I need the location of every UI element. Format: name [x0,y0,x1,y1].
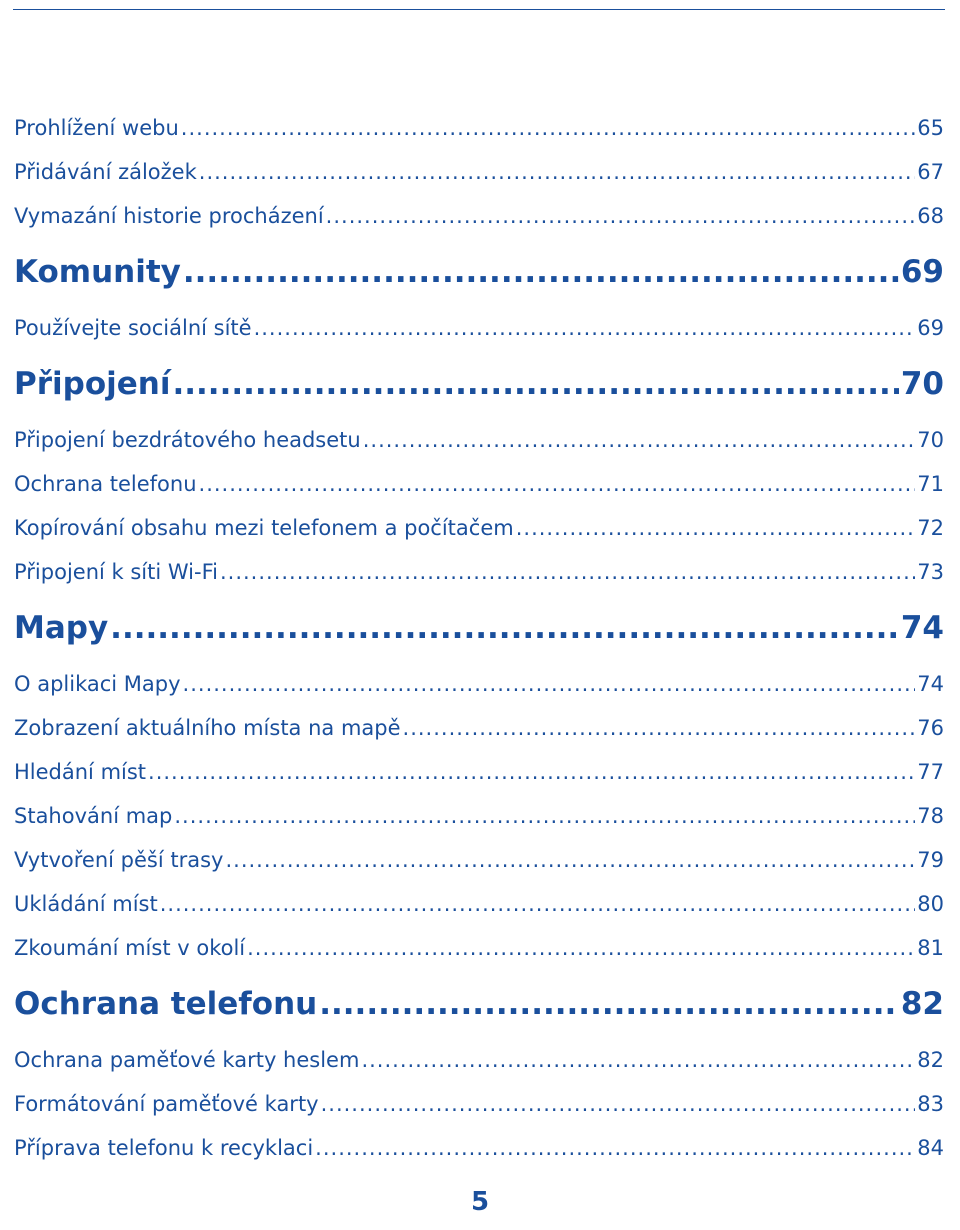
dot-leader [315,1126,915,1170]
toc-entry[interactable] [14,706,944,750]
toc-entry-page: 82 [917,1048,944,1072]
toc-entry[interactable] [14,106,944,150]
dot-leader [516,506,916,550]
toc-chapter-title: Připojení [14,366,171,402]
toc-chapter-title: Mapy [14,610,109,646]
toc-entry-title: Zkoumání míst v okolí [14,936,246,960]
top-divider [13,9,945,10]
toc-entry-page: 77 [917,760,944,784]
toc-entry[interactable] [14,882,944,926]
toc-entry-title: Kopírování obsahu mezi telefonem a počítačem [14,516,514,540]
toc-chapter-page: 74 [900,610,944,646]
dot-leader [321,1082,916,1126]
dot-leader [174,794,915,838]
toc-entry-title: Zobrazení aktuálního místa na mapě [14,716,401,740]
toc-entry-page: 78 [917,804,944,828]
toc-entry-title: Přidávání záložek [14,160,197,184]
toc-entry-page: 74 [917,672,944,696]
toc-entry-title: Stahování map [14,804,173,828]
dot-leader [183,238,899,306]
toc-entry[interactable] [14,150,944,194]
dot-leader [199,462,916,506]
table-of-contents [14,106,944,1170]
toc-entry-page: 72 [917,516,944,540]
toc-entry[interactable] [14,926,944,970]
toc-entry[interactable] [14,306,944,350]
dot-leader [403,706,916,750]
toc-entry[interactable] [14,1082,944,1126]
toc-chapter-page: 82 [900,986,944,1022]
toc-entry-title: Hledání míst [14,760,147,784]
toc-entry-title: Ukládání míst [14,892,158,916]
toc-entry-page: 83 [917,1092,944,1116]
dot-leader [254,306,916,350]
page-number: 5 [470,1187,490,1217]
toc-entry-title: Ochrana telefonu [14,472,197,496]
toc-entry-title: Používejte sociální sítě [14,316,252,340]
toc-entry[interactable] [14,662,944,706]
dot-leader [361,1038,915,1082]
toc-entry[interactable] [14,194,944,238]
toc-entry-title: Připojení bezdrátového headsetu [14,428,361,452]
toc-entry[interactable] [14,794,944,838]
dot-leader [225,838,915,882]
toc-entry[interactable] [14,838,944,882]
toc-entry-title: Připojení k síti Wi-Fi [14,560,218,584]
toc-entry-title: Prohlížení webu [14,116,179,140]
dot-leader [363,418,916,462]
toc-chapter[interactable] [14,970,944,1038]
dot-leader [220,550,915,594]
toc-entry-page: 71 [917,472,944,496]
dot-leader [110,594,899,662]
dot-leader [160,882,916,926]
toc-entry-page: 65 [917,116,944,140]
toc-entry[interactable] [14,1126,944,1170]
toc-entry[interactable] [14,506,944,550]
dot-leader [181,106,915,150]
toc-chapter[interactable] [14,350,944,418]
toc-entry-page: 81 [917,936,944,960]
toc-entry-page: 73 [917,560,944,584]
toc-chapter-page: 69 [900,254,944,290]
toc-chapter-title: Ochrana telefonu [14,986,318,1022]
toc-entry-title: Ochrana paměťové karty heslem [14,1048,360,1072]
toc-entry-title: Formátování paměťové karty [14,1092,319,1116]
toc-entry-page: 84 [917,1136,944,1160]
toc-entry-page: 80 [917,892,944,916]
toc-entry[interactable] [14,750,944,794]
dot-leader [319,970,899,1038]
toc-entry[interactable] [14,550,944,594]
dot-leader [247,926,915,970]
dot-leader [148,750,915,794]
toc-chapter[interactable] [14,594,944,662]
toc-entry-title: O aplikaci Mapy [14,672,181,696]
dot-leader [199,150,916,194]
toc-entry[interactable] [14,1038,944,1082]
toc-entry-page: 79 [917,848,944,872]
toc-chapter[interactable] [14,238,944,306]
toc-chapter-title: Komunity [14,254,181,290]
toc-entry[interactable] [14,418,944,462]
toc-entry-page: 67 [917,160,944,184]
dot-leader [172,350,898,418]
toc-entry-title: Příprava telefonu k recyklaci [14,1136,314,1160]
dot-leader [183,662,916,706]
toc-entry-page: 70 [917,428,944,452]
dot-leader [326,194,916,238]
toc-entry-title: Vymazání historie procházení [14,204,324,228]
toc-entry[interactable] [14,462,944,506]
toc-entry-title: Vytvoření pěší trasy [14,848,224,872]
toc-entry-page: 69 [917,316,944,340]
toc-entry-page: 76 [917,716,944,740]
toc-entry-page: 68 [917,204,944,228]
toc-chapter-page: 70 [900,366,944,402]
